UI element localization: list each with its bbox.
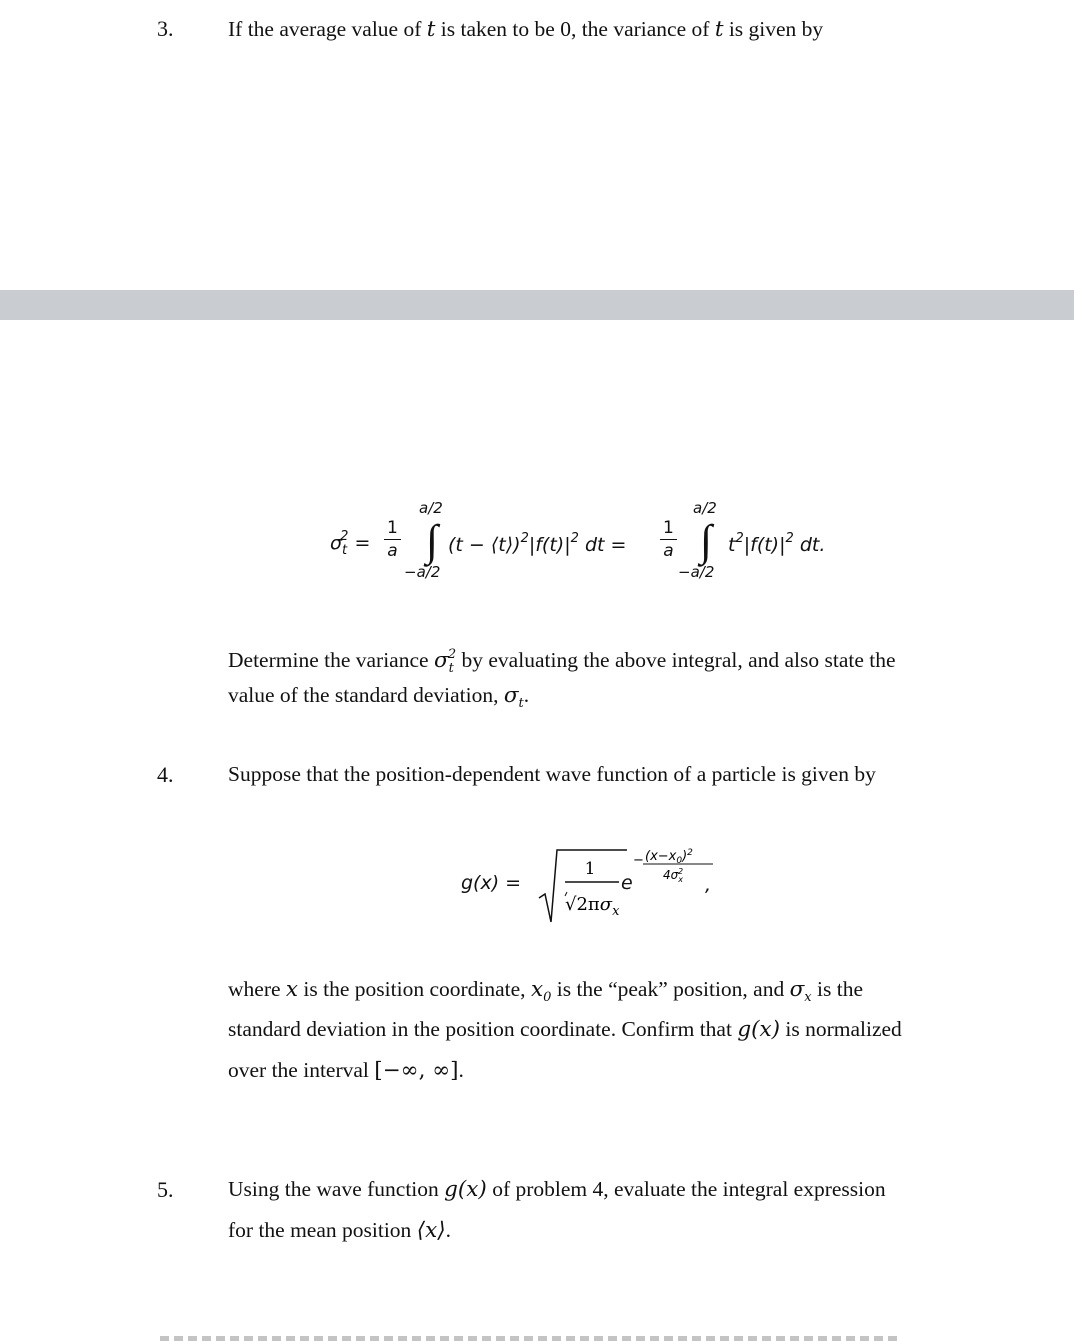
- problem-5-line2: for the mean position ⟨x⟩.: [228, 1218, 451, 1243]
- problem-4-where-line3: over the interval [−∞, ∞].: [228, 1058, 464, 1083]
- sqrt-sign: [537, 846, 629, 926]
- problem-3-followup-line2: value of the standard deviation, $\sigma_t$.: [228, 683, 530, 711]
- svg-text:4σx2: $4\sigma_x2$: [663, 867, 684, 884]
- svg-text:(x−x0)2: $(x-x_0)^2$: [645, 848, 693, 866]
- variance-equation: $\sigma_t^2$ = $\frac{1}{a}$ a/2 ∫ −a/2 $(t - ⟨t⟩)^2|f(t)|^2$ dt = $\frac{1}{a}$ a/2 ∫ −a/2 $t^2|f(t)|^2$ dt.: [330, 499, 826, 581]
- wave-function-equation: g(x) = 1 $√2\pi\sigma_x$ e − $(x-x_0)^2$ $4\sigma_x2$ ,: [455, 840, 755, 930]
- problem-4-where-line1: where x is the position coordinate, $x_0$ is the “peak” position, and $\sigma_x$ is the: [228, 977, 863, 1005]
- problem-3-followup-line1: Determine the variance $\sigma_t^2$ by evaluating the above integral, and also state the: [228, 647, 896, 676]
- svg-text:√2πσx: $√2\pi\sigma_x$: [565, 894, 620, 919]
- problem-5-number: 5.: [157, 1177, 174, 1202]
- problem-4-number: 4.: [157, 762, 174, 787]
- problem-5-line1: Using the wave function g(x) of problem 4, evaluate the integral expression: [228, 1177, 886, 1202]
- svg-text:−: −: [633, 853, 644, 868]
- problem-4-intro: Suppose that the position-dependent wave function of a particle is given by: [228, 762, 876, 786]
- page-divider: [0, 290, 1074, 320]
- problem-3-number: 3.: [157, 16, 174, 41]
- svg-text:1: 1: [584, 859, 596, 879]
- problem-4-where-line2: standard deviation in the position coordinate. Confirm that g(x) is normalized: [228, 1017, 902, 1042]
- cutoff-next-line: [160, 1336, 900, 1341]
- problem-3-intro: If the average value of t is taken to be 0, the variance of t is given by: [228, 17, 824, 42]
